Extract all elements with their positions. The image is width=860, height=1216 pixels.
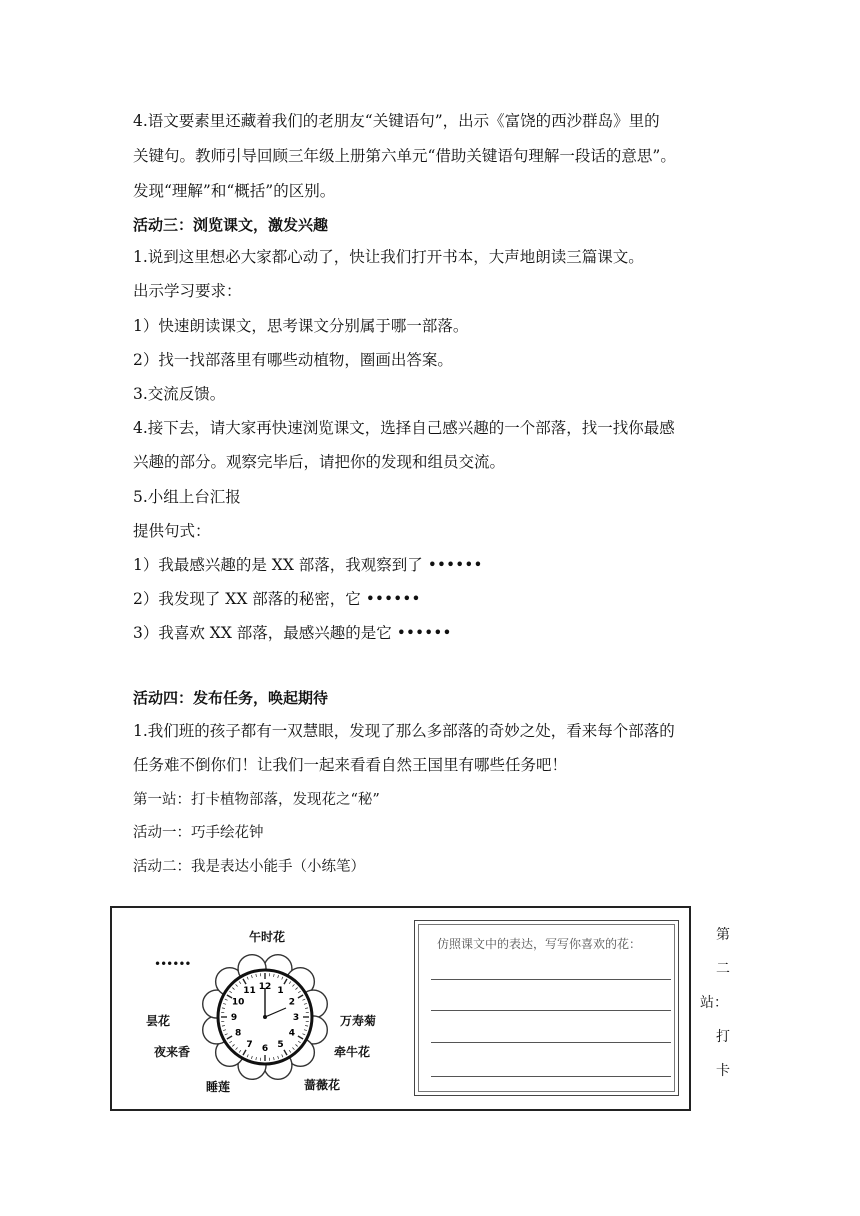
clock-number: 6 xyxy=(261,1044,269,1054)
clock-number: 4 xyxy=(288,1028,295,1039)
practice-prompt: 仿照课文中的表达，写写你喜欢的花： xyxy=(437,937,642,951)
clock-number: 2 xyxy=(288,997,295,1008)
side-text-char: 打 xyxy=(716,1029,730,1045)
flower-label-left1: 昙花 xyxy=(146,1014,171,1028)
clock-number: 3 xyxy=(292,1013,300,1023)
paragraph-line: 2）找一找部落里有哪些动植物，圈画出答案。 xyxy=(133,351,453,369)
paragraph-line: 1）快速朗读课文，思考课文分别属于哪一部落。 xyxy=(133,317,469,335)
paragraph-line: 1.说到这里想必大家都心动了，快让我们打开书本，大声地朗读三篇课文。 xyxy=(133,248,644,266)
clock-center xyxy=(263,1015,267,1019)
clock-number: 7 xyxy=(246,1039,253,1050)
flower-label-bottom-left: 睡莲 xyxy=(206,1080,231,1094)
paragraph-line: 4.语文要素里还藏着我们的老朋友“关键语句”，出示《富饶的西沙群岛》里的 xyxy=(133,112,660,130)
flower-label-top: 午时花 xyxy=(249,930,286,944)
ellipsis-label: •••••• xyxy=(154,957,191,971)
paragraph-line: 3）我喜欢 XX 部落，最感兴趣的是它 •••••• xyxy=(133,624,452,642)
flower-label-bottom-right: 蔷薇花 xyxy=(304,1078,341,1092)
paragraph-line: 出示学习要求： xyxy=(133,282,242,300)
paragraph-line: 提供句式： xyxy=(133,522,211,540)
clock-number: 9 xyxy=(230,1013,238,1023)
paragraph-line: 发现“理解”和“概括”的区别。 xyxy=(133,182,336,200)
writing-line xyxy=(431,1042,671,1043)
writing-line xyxy=(431,1076,671,1077)
clock-number: 12 xyxy=(258,982,272,992)
clock-number: 11 xyxy=(243,986,256,997)
side-text-char: 二 xyxy=(716,961,730,977)
side-text-char: 第 xyxy=(716,927,730,943)
writing-line xyxy=(431,979,671,980)
station-line: 第一站：打卡植物部落，发现花之“秘” xyxy=(133,792,380,808)
clock-number: 10 xyxy=(231,997,245,1008)
side-text-char: 站： xyxy=(700,995,728,1011)
section-heading: 活动四：发布任务，唤起期待 xyxy=(133,689,329,707)
paragraph-line: 1.我们班的孩子都有一双慧眼，发现了那么多部落的奇妙之处，看来每个部落的 xyxy=(133,722,675,740)
flower-label-right2: 牵牛花 xyxy=(334,1045,371,1059)
paragraph-line: 3.交流反馈。 xyxy=(133,385,226,403)
side-text-char: 卡 xyxy=(716,1063,730,1079)
paragraph-line: 2）我发现了 XX 部落的秘密，它 •••••• xyxy=(133,590,421,608)
paragraph-line: 5.小组上台汇报 xyxy=(133,488,241,506)
paragraph-line: 任务难不倒你们！让我们一起来看看自然王国里有哪些任务吧！ xyxy=(133,756,568,774)
writing-line xyxy=(431,1010,671,1011)
paragraph-line: 4.接下去，请大家再快速浏览课文，选择自己感兴趣的一个部落，找一找你最感 xyxy=(133,419,675,437)
paragraph-line: 兴趣的部分。观察完毕后，请把你的发现和组员交流。 xyxy=(133,453,506,471)
flower-clock-graphic xyxy=(200,952,330,1082)
activity-line: 活动一：巧手绘花钟 xyxy=(133,825,264,841)
flower-label-right1: 万寿菊 xyxy=(340,1014,377,1028)
flower-label-left2: 夜来香 xyxy=(154,1045,191,1059)
paragraph-line: 关键句。教师引导回顾三年级上册第六单元“借助关键语句理解一段话的意思”。 xyxy=(133,147,676,165)
clock-number: 5 xyxy=(277,1039,284,1050)
clock-number: 8 xyxy=(235,1028,242,1039)
paragraph-line: 1）我最感兴趣的是 XX 部落，我观察到了 •••••• xyxy=(133,556,483,574)
clock-number: 1 xyxy=(277,986,284,997)
practice-writing-box xyxy=(414,920,679,1096)
activity-line: 活动二：我是表达小能手（小练笔） xyxy=(133,859,365,875)
section-heading: 活动三：浏览课文，激发兴趣 xyxy=(133,216,329,234)
